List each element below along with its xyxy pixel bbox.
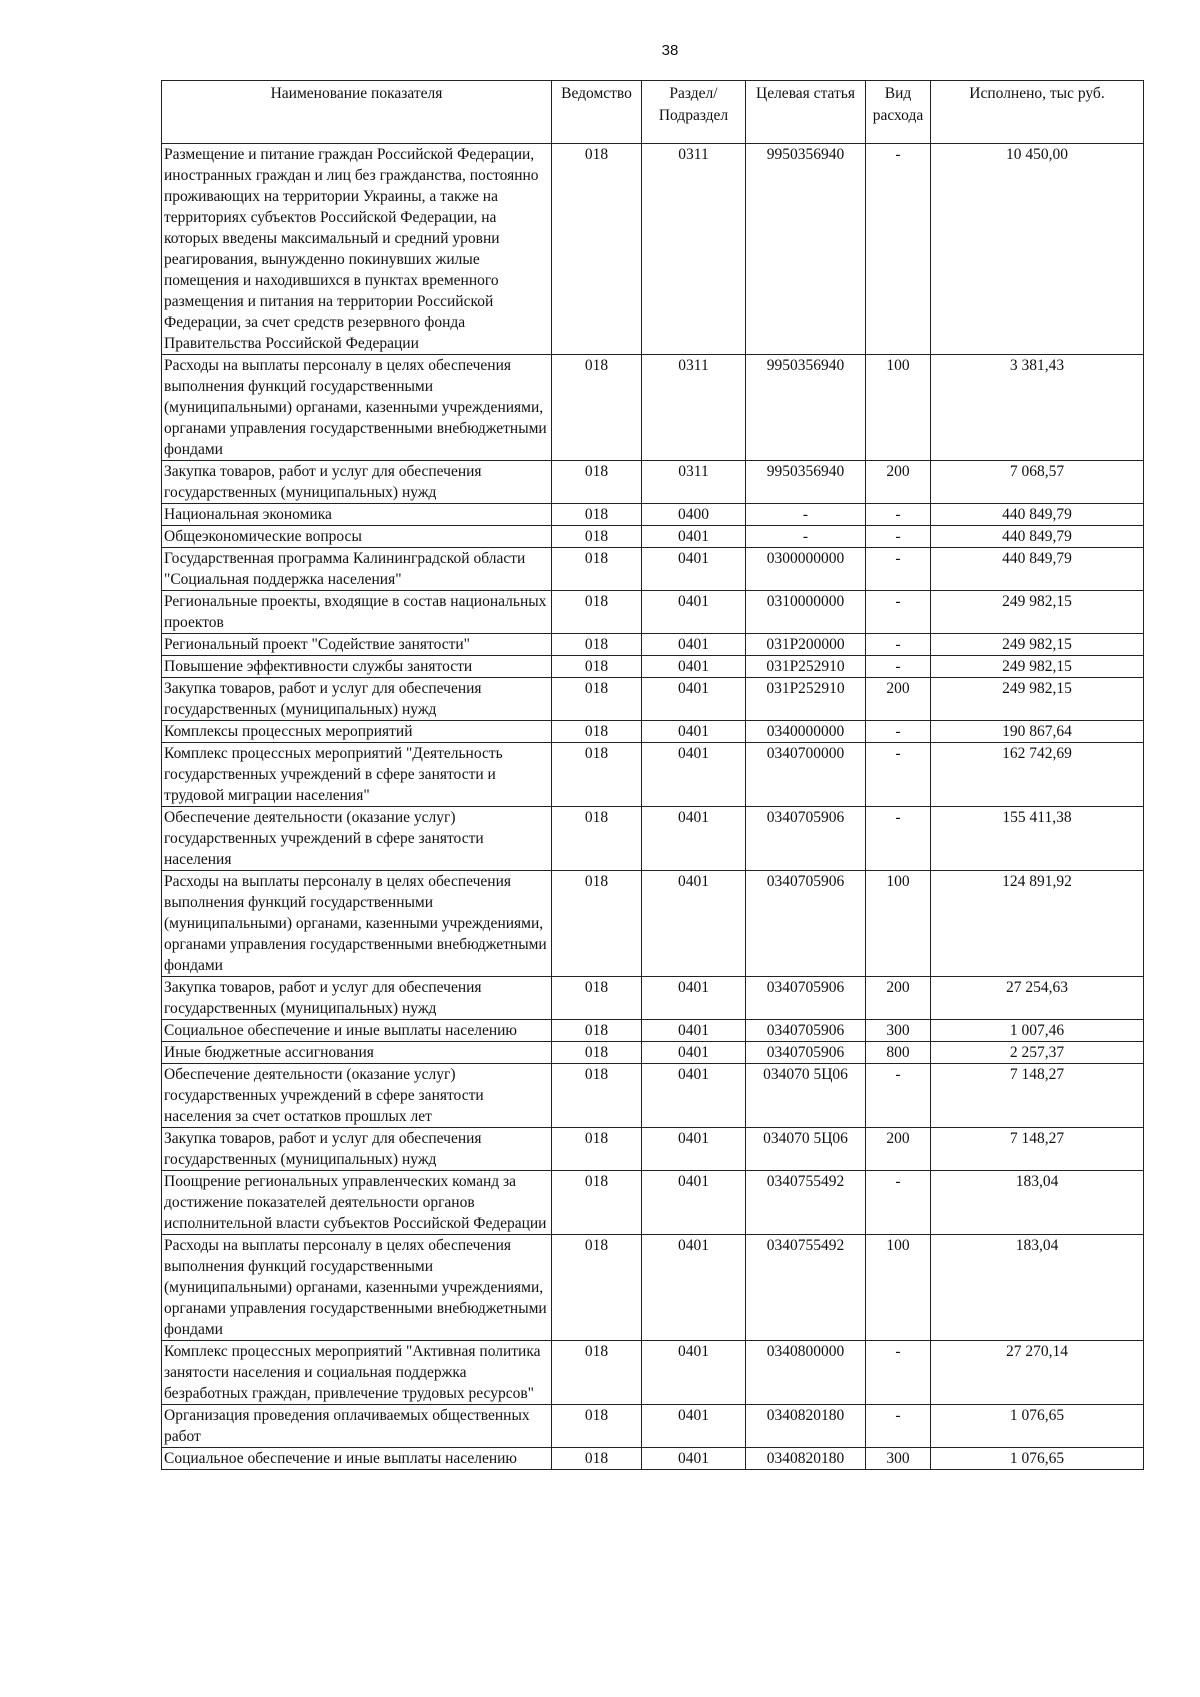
table-row <box>162 355 1144 461</box>
cell-indicator-name: Организация проведения оплачиваемых общественных работ <box>162 1405 552 1448</box>
cell-indicator-name: Закупка товаров, работ и услуг для обеспечения государственных (муниципальных) нужд <box>162 461 552 504</box>
cell-indicator-name: Иные бюджетные ассигнования <box>162 1042 552 1064</box>
cell-executed-amount: 249 982,15 <box>931 656 1144 678</box>
cell-department: 018 <box>552 1405 642 1448</box>
cell-expense-type: 800 <box>866 1042 931 1064</box>
table-row <box>162 977 1144 1020</box>
cell-section: 0401 <box>642 1341 746 1405</box>
cell-indicator-name: Поощрение региональных управленческих команд за достижение показателей деятельности органов исполнительной власти субъектов Российской Федерации <box>162 1171 552 1235</box>
cell-section: 0311 <box>642 461 746 504</box>
cell-indicator-name: Обеспечение деятельности (оказание услуг) государственных учреждений в сфере занятости населения <box>162 807 552 871</box>
table-header-row <box>162 81 1144 144</box>
cell-section: 0401 <box>642 1064 746 1128</box>
cell-expense-type: 200 <box>866 1128 931 1171</box>
cell-section: 0401 <box>642 1128 746 1171</box>
cell-indicator-name: Региональные проекты, входящие в состав национальных проектов <box>162 591 552 634</box>
header-target-item: Целевая статья <box>746 81 866 144</box>
cell-indicator-name: Закупка товаров, работ и услуг для обеспечения государственных (муниципальных) нужд <box>162 678 552 721</box>
cell-target-item: 0340820180 <box>746 1405 866 1448</box>
cell-indicator-name: Социальное обеспечение и иные выплаты населению <box>162 1020 552 1042</box>
cell-section: 0401 <box>642 656 746 678</box>
cell-section: 0311 <box>642 355 746 461</box>
header-section: Раздел/ Подраздел <box>642 81 746 144</box>
cell-department: 018 <box>552 1448 642 1470</box>
cell-target-item: 0340705906 <box>746 871 866 977</box>
table-row <box>162 548 1144 591</box>
cell-executed-amount: 7 148,27 <box>931 1128 1144 1171</box>
table-row <box>162 634 1144 656</box>
cell-expense-type: - <box>866 807 931 871</box>
table-row <box>162 743 1144 807</box>
cell-section: 0401 <box>642 591 746 634</box>
table-row <box>162 504 1144 526</box>
table-row <box>162 807 1144 871</box>
cell-section: 0401 <box>642 721 746 743</box>
cell-expense-type: 200 <box>866 977 931 1020</box>
cell-indicator-name: Расходы на выплаты персоналу в целях обеспечения выполнения функций государственными (муниципальными) органами, казенными учреждениями, органами управления государственными внебюджетными фондами <box>162 1235 552 1341</box>
cell-target-item: 0340705906 <box>746 1042 866 1064</box>
table-body <box>162 144 1144 1470</box>
cell-target-item: 031Р200000 <box>746 634 866 656</box>
table-row <box>162 656 1144 678</box>
cell-executed-amount: 440 849,79 <box>931 504 1144 526</box>
cell-expense-type: - <box>866 504 931 526</box>
cell-indicator-name: Общеэкономические вопросы <box>162 526 552 548</box>
cell-indicator-name: Расходы на выплаты персоналу в целях обеспечения выполнения функций государственными (муниципальными) органами, казенными учреждениями, органами управления государственными внебюджетными фондами <box>162 355 552 461</box>
table-row <box>162 1020 1144 1042</box>
cell-indicator-name: Комплекс процессных мероприятий "Деятельность государственных учреждений в сфере занятости и трудовой миграции населения" <box>162 743 552 807</box>
table-row <box>162 1064 1144 1128</box>
cell-executed-amount: 1 076,65 <box>931 1448 1144 1470</box>
cell-department: 018 <box>552 1128 642 1171</box>
cell-department: 018 <box>552 355 642 461</box>
cell-section: 0401 <box>642 678 746 721</box>
cell-indicator-name: Расходы на выплаты персоналу в целях обеспечения выполнения функций государственными (муниципальными) органами, казенными учреждениями, органами управления государственными внебюджетными фондами <box>162 871 552 977</box>
cell-executed-amount: 1 007,46 <box>931 1020 1144 1042</box>
cell-section: 0401 <box>642 1171 746 1235</box>
cell-target-item: 0340705906 <box>746 977 866 1020</box>
cell-executed-amount: 183,04 <box>931 1171 1144 1235</box>
cell-department: 018 <box>552 504 642 526</box>
cell-executed-amount: 3 381,43 <box>931 355 1144 461</box>
cell-expense-type: - <box>866 634 931 656</box>
cell-target-item: 9950356940 <box>746 144 866 355</box>
cell-expense-type: - <box>866 526 931 548</box>
cell-target-item: 0340000000 <box>746 721 866 743</box>
cell-target-item: 0340705906 <box>746 807 866 871</box>
cell-department: 018 <box>552 526 642 548</box>
cell-expense-type: - <box>866 1341 931 1405</box>
cell-expense-type: 200 <box>866 678 931 721</box>
cell-expense-type: 300 <box>866 1020 931 1042</box>
cell-executed-amount: 2 257,37 <box>931 1042 1144 1064</box>
cell-indicator-name: Повышение эффективности службы занятости <box>162 656 552 678</box>
cell-executed-amount: 27 270,14 <box>931 1341 1144 1405</box>
cell-target-item: - <box>746 504 866 526</box>
table-row <box>162 1341 1144 1405</box>
cell-section: 0401 <box>642 1448 746 1470</box>
cell-expense-type: - <box>866 656 931 678</box>
table-row <box>162 591 1144 634</box>
cell-executed-amount: 155 411,38 <box>931 807 1144 871</box>
cell-department: 018 <box>552 634 642 656</box>
cell-section: 0401 <box>642 1020 746 1042</box>
cell-indicator-name: Комплексы процессных мероприятий <box>162 721 552 743</box>
cell-target-item: 0340755492 <box>746 1171 866 1235</box>
table-row <box>162 1235 1144 1341</box>
cell-indicator-name: Закупка товаров, работ и услуг для обеспечения государственных (муниципальных) нужд <box>162 977 552 1020</box>
cell-target-item: 0340755492 <box>746 1235 866 1341</box>
table-row <box>162 721 1144 743</box>
header-department: Ведомство <box>552 81 642 144</box>
cell-indicator-name: Национальная экономика <box>162 504 552 526</box>
cell-executed-amount: 440 849,79 <box>931 526 1144 548</box>
cell-section: 0401 <box>642 743 746 807</box>
cell-expense-type: - <box>866 721 931 743</box>
cell-executed-amount: 249 982,15 <box>931 591 1144 634</box>
cell-section: 0401 <box>642 977 746 1020</box>
cell-expense-type: 300 <box>866 1448 931 1470</box>
cell-section: 0401 <box>642 548 746 591</box>
table-row <box>162 1128 1144 1171</box>
cell-expense-type: - <box>866 1405 931 1448</box>
budget-execution-table <box>161 80 1144 1470</box>
cell-expense-type: - <box>866 591 931 634</box>
cell-expense-type: - <box>866 548 931 591</box>
cell-department: 018 <box>552 144 642 355</box>
cell-executed-amount: 183,04 <box>931 1235 1144 1341</box>
cell-department: 018 <box>552 678 642 721</box>
cell-expense-type: - <box>866 743 931 807</box>
cell-department: 018 <box>552 1341 642 1405</box>
cell-section: 0401 <box>642 807 746 871</box>
table-row <box>162 1042 1144 1064</box>
cell-executed-amount: 7 148,27 <box>931 1064 1144 1128</box>
cell-executed-amount: 190 867,64 <box>931 721 1144 743</box>
table-row <box>162 461 1144 504</box>
cell-department: 018 <box>552 1042 642 1064</box>
header-expense-type: Вид расхода <box>866 81 931 144</box>
cell-section: 0401 <box>642 1235 746 1341</box>
cell-department: 018 <box>552 743 642 807</box>
cell-section: 0401 <box>642 1405 746 1448</box>
cell-section: 0311 <box>642 144 746 355</box>
cell-target-item: 031Р252910 <box>746 678 866 721</box>
cell-executed-amount: 249 982,15 <box>931 678 1144 721</box>
cell-target-item: 0340820180 <box>746 1448 866 1470</box>
cell-indicator-name: Обеспечение деятельности (оказание услуг) государственных учреждений в сфере занятости населения за счет остатков прошлых лет <box>162 1064 552 1128</box>
cell-indicator-name: Региональный проект "Содействие занятости" <box>162 634 552 656</box>
cell-department: 018 <box>552 977 642 1020</box>
cell-section: 0400 <box>642 504 746 526</box>
header-executed-amount: Исполнено, тыс руб. <box>931 81 1144 144</box>
cell-target-item: 0340700000 <box>746 743 866 807</box>
table-row <box>162 1405 1144 1448</box>
cell-expense-type: - <box>866 1171 931 1235</box>
table-row <box>162 1448 1144 1470</box>
cell-department: 018 <box>552 548 642 591</box>
table-row <box>162 1171 1144 1235</box>
header-indicator-name: Наименование показателя <box>162 81 552 144</box>
cell-target-item: 034070 5Ц06 <box>746 1064 866 1128</box>
cell-executed-amount: 7 068,57 <box>931 461 1144 504</box>
cell-executed-amount: 1 076,65 <box>931 1405 1144 1448</box>
cell-executed-amount: 249 982,15 <box>931 634 1144 656</box>
table-row <box>162 678 1144 721</box>
cell-department: 018 <box>552 1171 642 1235</box>
cell-indicator-name: Закупка товаров, работ и услуг для обеспечения государственных (муниципальных) нужд <box>162 1128 552 1171</box>
cell-target-item: 034070 5Ц06 <box>746 1128 866 1171</box>
cell-department: 018 <box>552 656 642 678</box>
cell-target-item: 0310000000 <box>746 591 866 634</box>
cell-department: 018 <box>552 461 642 504</box>
cell-target-item: 9950356940 <box>746 355 866 461</box>
cell-department: 018 <box>552 1020 642 1042</box>
cell-expense-type: 200 <box>866 461 931 504</box>
cell-executed-amount: 27 254,63 <box>931 977 1144 1020</box>
cell-executed-amount: 124 891,92 <box>931 871 1144 977</box>
cell-expense-type: 100 <box>866 1235 931 1341</box>
cell-expense-type: 100 <box>866 871 931 977</box>
table-row <box>162 871 1144 977</box>
cell-expense-type: 100 <box>866 355 931 461</box>
cell-expense-type: - <box>866 144 931 355</box>
cell-executed-amount: 162 742,69 <box>931 743 1144 807</box>
cell-indicator-name: Размещение и питание граждан Российской Федерации, иностранных граждан и лиц без гражданства, постоянно проживающих на территории Украины, а также на территориях субъектов Российской Федерации, на которых введены максимальный и средний уровни реагирования, вынужденно покинувших жилые помещения и находившихся в пунктах временного размещения и питания на территории Российской Федерации, за счет средств резервного фонда Правительства Российской Федерации <box>162 144 552 355</box>
cell-department: 018 <box>552 807 642 871</box>
cell-department: 018 <box>552 1235 642 1341</box>
cell-target-item: - <box>746 526 866 548</box>
cell-expense-type: - <box>866 1064 931 1128</box>
cell-target-item: 0340705906 <box>746 1020 866 1042</box>
cell-indicator-name: Социальное обеспечение и иные выплаты населению <box>162 1448 552 1470</box>
cell-indicator-name: Государственная программа Калининградской области "Социальная поддержка населения" <box>162 548 552 591</box>
cell-executed-amount: 440 849,79 <box>931 548 1144 591</box>
cell-indicator-name: Комплекс процессных мероприятий "Активная политика занятости населения и социальная поддержка безработных граждан, привлечение трудовых ресурсов" <box>162 1341 552 1405</box>
cell-section: 0401 <box>642 1042 746 1064</box>
cell-department: 018 <box>552 591 642 634</box>
cell-department: 018 <box>552 871 642 977</box>
page-number: 38 <box>661 42 679 59</box>
cell-target-item: 0300000000 <box>746 548 866 591</box>
cell-target-item: 031Р252910 <box>746 656 866 678</box>
cell-target-item: 0340800000 <box>746 1341 866 1405</box>
cell-section: 0401 <box>642 871 746 977</box>
table-row <box>162 526 1144 548</box>
cell-department: 018 <box>552 1064 642 1128</box>
cell-target-item: 9950356940 <box>746 461 866 504</box>
table-row <box>162 144 1144 355</box>
cell-executed-amount: 10 450,00 <box>931 144 1144 355</box>
cell-section: 0401 <box>642 634 746 656</box>
cell-section: 0401 <box>642 526 746 548</box>
cell-department: 018 <box>552 721 642 743</box>
